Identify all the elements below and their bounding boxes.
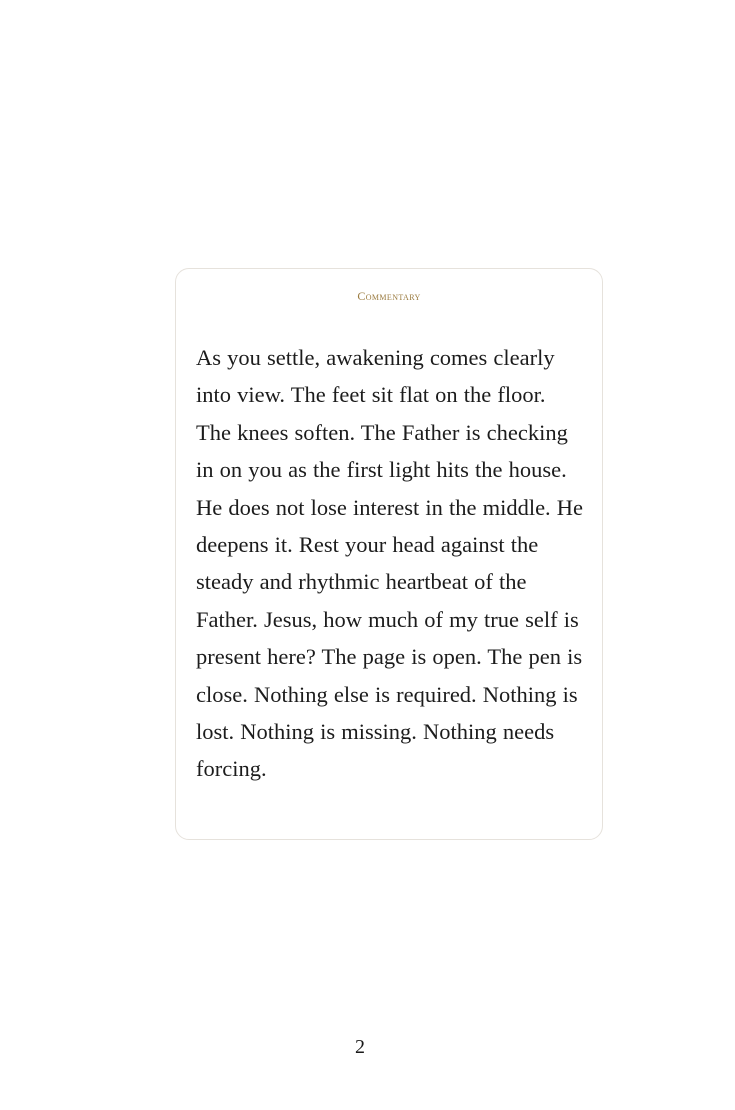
commentary-text: As you settle, awakening comes clearly into view. The feet sit flat on the floor. The knees soften. The Father is checking in on you as the first light hits the house. He does not lose interest in the middle. He deepens it. Rest your head against the steady and rhythmic heartbeat of the Father. Jesus, how much of my true self is present here? The page is open. The pen is close. Nothing else is required. Nothing is lost. Nothing is missing. Nothing needs forcing.: [196, 345, 584, 782]
commentary-card: [175, 268, 603, 840]
card-heading: Commentary: [357, 289, 421, 303]
page-number: 2: [355, 1036, 365, 1058]
